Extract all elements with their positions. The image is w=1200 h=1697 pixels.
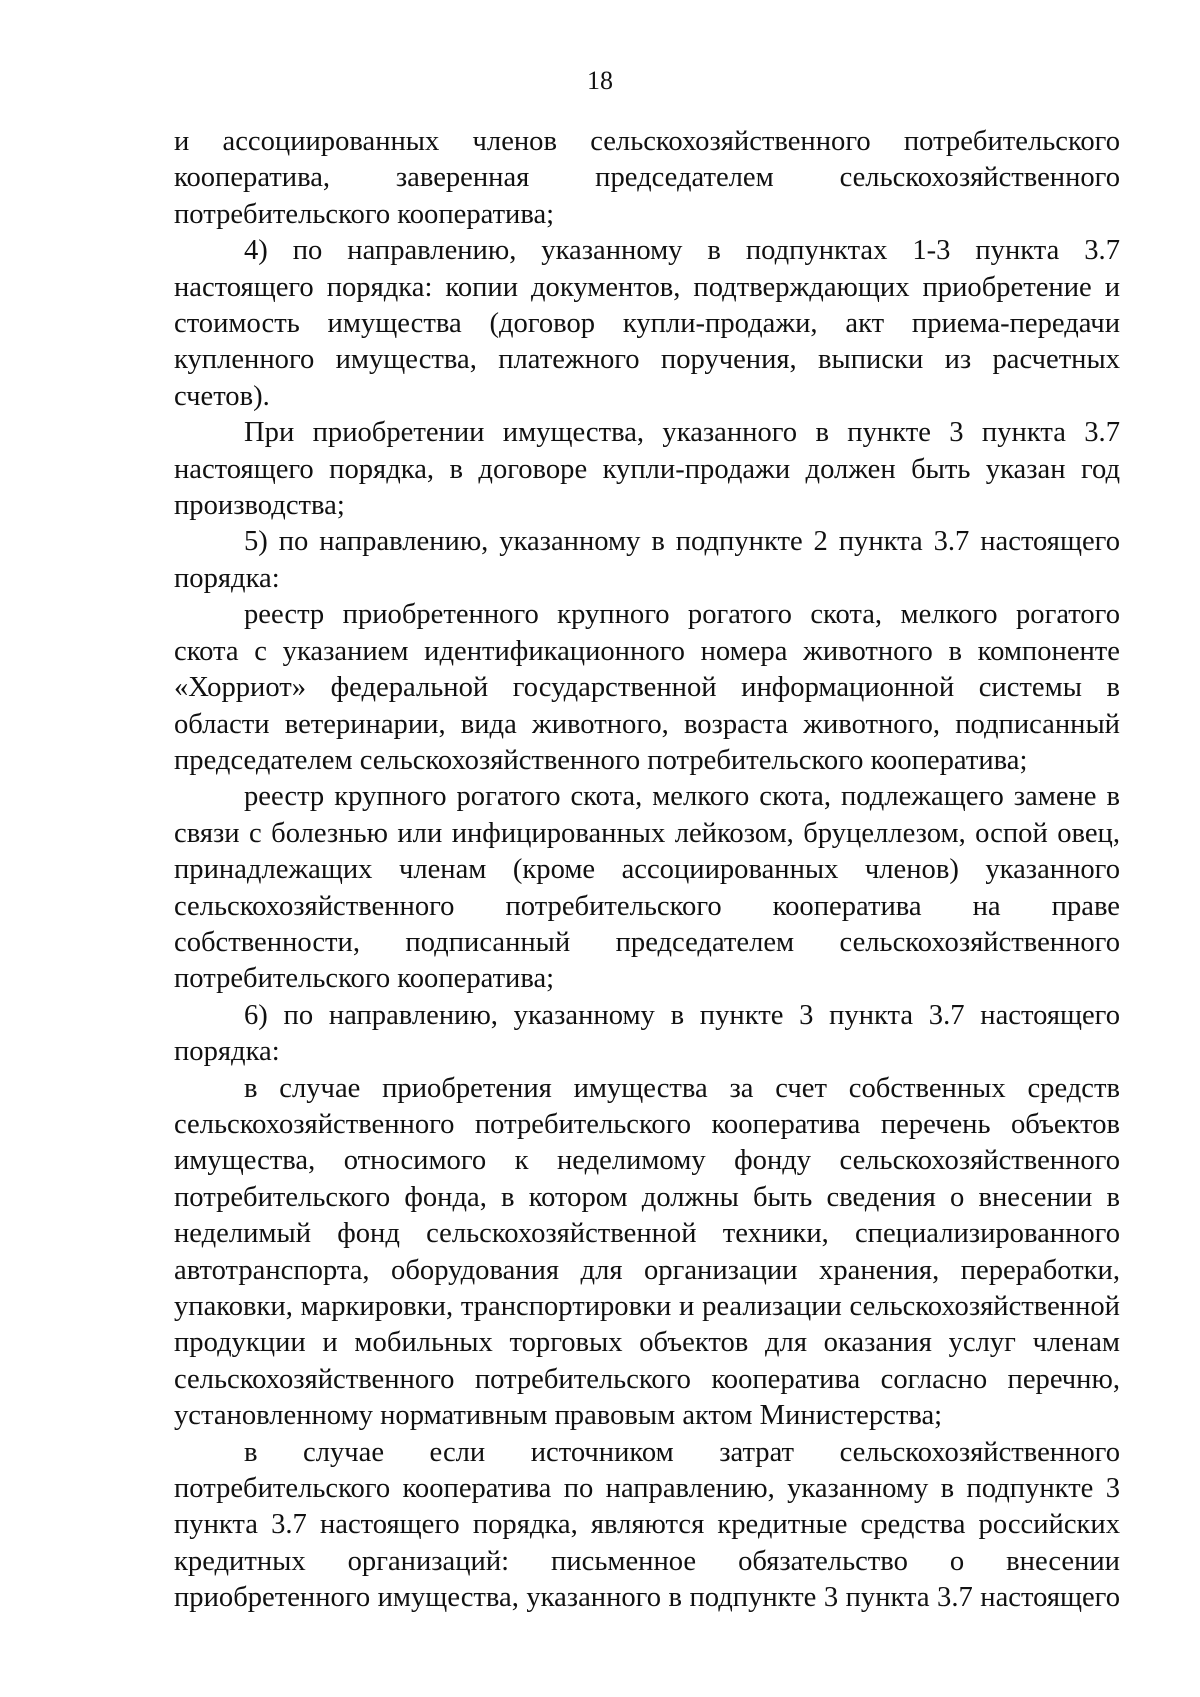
paragraph-7: 6) по направлению, указанному в пункте 3 пункта 3.7 настоящего порядка: xyxy=(174,999,1120,1068)
paragraph-1: и ассоциированных членов сельскохозяйственного потребительского кооператива, заверенная председателем сельскохозяйственного потребительского кооператива; xyxy=(174,126,1120,230)
paragraph-2: 4) по направлению, указанному в подпунктах 1-3 пункта 3.7 настоящего порядка: копии документов, подтверждающих приобретение и стоимость имущества (договор купли-продажи, акт приема-передачи купленного имущества, платежного поручения, выписки из расчетных счетов). xyxy=(174,235,1120,412)
paragraph-3: При приобретении имущества, указанного в пункте 3 пункта 3.7 настоящего порядка, в договоре купли-продажи должен быть указан год производства; xyxy=(174,417,1120,522)
document-body xyxy=(174,124,1120,1617)
paragraph-9: в случае если источником затрат сельскохозяйственного потребительского кооператива по направлению, указанному в подпункте 3 пункта 3.7 настоящего порядка, являются кредитные средства российских кредитных организаций: письменное обязательство о внесении приобретенного имущества, указанного в подпункте 3 пункта 3.7 настоящего xyxy=(174,1436,1120,1614)
paragraph-6: реестр крупного рогатого скота, мелкого скота, подлежащего замене в связи с болезнью или инфицированных лейкозом, бруцеллезом, оспой овец, принадлежащих членам (кроме ассоциированных членов) указанного сельскохозяйственного потребительского кооператива на праве собственности, подписанный председателем сельскохозяйственного потребительского кооператива; xyxy=(174,781,1120,995)
page-number: 18 xyxy=(587,66,613,95)
paragraph-5: реестр приобретенного крупного рогатого скота, мелкого рогатого скота с указанием идентификационного номера животного в компоненте «Хорриот» федеральной государственной информационной системы в области ветеринарии, вида животного, возраста животного, подписанный председателем сельскохозяйственного потребительского кооператива; xyxy=(174,599,1120,776)
paragraph-4: 5) по направлению, указанному в подпункте 2 пункта 3.7 настоящего порядка: xyxy=(174,526,1120,594)
paragraph-8: в случае приобретения имущества за счет собственных средств сельскохозяйственного потребительского кооператива перечень объектов имущества, относимого к неделимому фонду сельскохозяйственного потребительского фонда, в котором должны быть сведения о внесении в неделимый фонд сельскохозяйственной техники, специализированного автотранспорта, оборудования для организации хранения, переработки, упаковки, маркировки, транспортировки и реализации сельскохозяйственной продукции и мобильных торговых объектов для оказания услуг членам сельскохозяйственного потребительского кооператива согласно перечню, установленному нормативным правовым актом Министерства; xyxy=(174,1072,1120,1432)
